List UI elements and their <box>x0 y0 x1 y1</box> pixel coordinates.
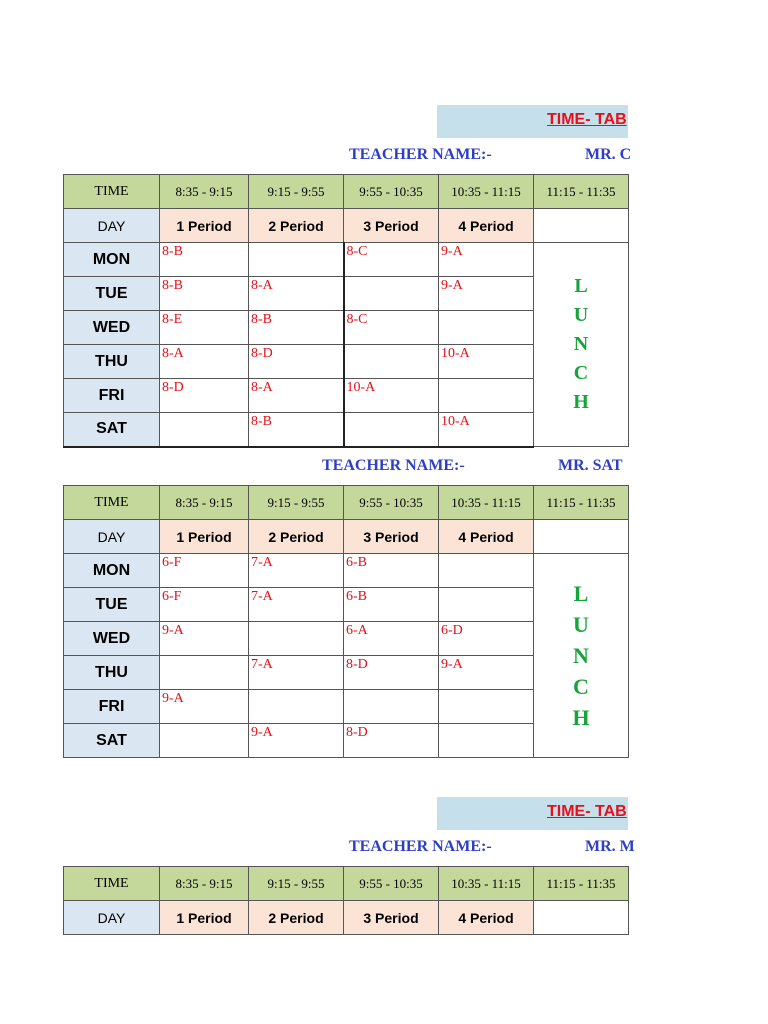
class-cell <box>344 413 439 447</box>
time-slot: 11:15 - 11:35 <box>534 867 629 901</box>
lunch-break-cell <box>534 243 629 447</box>
class-cell: 8-A <box>160 345 249 379</box>
period-header-row <box>64 520 629 554</box>
class-cell: 7-A <box>249 588 344 622</box>
class-cell: 6-F <box>160 554 249 588</box>
teacher-name-value: MR. SAT <box>558 457 623 474</box>
class-cell: 8-B <box>160 277 249 311</box>
table-row <box>64 243 629 277</box>
time-slot: 9:55 - 10:35 <box>344 867 439 901</box>
timetable-2 <box>63 485 629 758</box>
class-cell: 8-B <box>249 413 344 447</box>
teacher-name-label: TEACHER NAME:- <box>349 838 492 855</box>
day-header-label: DAY <box>64 901 160 935</box>
period-label-blank <box>534 209 629 243</box>
period-label: 3 Period <box>344 520 439 554</box>
time-slot: 10:35 - 11:15 <box>439 867 534 901</box>
time-slot: 8:35 - 9:15 <box>160 175 249 209</box>
class-cell: 8-C <box>344 311 439 345</box>
class-cell: 10-A <box>439 413 534 447</box>
day-label: SAT <box>64 413 160 447</box>
lunch-letter: C <box>573 674 589 699</box>
timetable-title: TIME- TAB <box>547 111 627 128</box>
class-cell: 8-B <box>249 311 344 345</box>
period-label-blank <box>534 520 629 554</box>
class-cell: 8-D <box>249 345 344 379</box>
lunch-letter: H <box>573 391 589 413</box>
period-label: 4 Period <box>439 209 534 243</box>
day-label: WED <box>64 311 160 345</box>
time-slot: 8:35 - 9:15 <box>160 867 249 901</box>
class-cell: 8-D <box>160 379 249 413</box>
time-slot: 9:15 - 9:55 <box>249 867 344 901</box>
class-cell: 6-B <box>344 588 439 622</box>
class-cell: 8-D <box>344 656 439 690</box>
class-cell <box>249 243 344 277</box>
class-cell: 9-A <box>160 622 249 656</box>
day-label: MON <box>64 243 160 277</box>
class-cell <box>344 277 439 311</box>
time-slot: 9:55 - 10:35 <box>344 486 439 520</box>
class-cell <box>439 690 534 724</box>
day-label: SAT <box>64 724 160 758</box>
class-cell: 6-F <box>160 588 249 622</box>
time-slot: 9:15 - 9:55 <box>249 486 344 520</box>
class-cell <box>249 622 344 656</box>
time-header-row <box>64 486 629 520</box>
time-slot: 8:35 - 9:15 <box>160 486 249 520</box>
class-cell: 6-D <box>439 622 534 656</box>
lunch-letter: L <box>574 275 588 297</box>
teacher-name-label: TEACHER NAME:- <box>322 457 465 474</box>
time-slot: 9:15 - 9:55 <box>249 175 344 209</box>
period-label: 2 Period <box>249 520 344 554</box>
class-cell <box>344 690 439 724</box>
period-header-row <box>64 209 629 243</box>
period-header-row <box>64 901 629 935</box>
day-header-label: DAY <box>64 520 160 554</box>
timetable-3 <box>63 866 629 935</box>
class-cell: 8-A <box>249 277 344 311</box>
class-cell: 6-A <box>344 622 439 656</box>
lunch-letter: L <box>573 581 589 606</box>
class-cell: 8-E <box>160 311 249 345</box>
period-label: 1 Period <box>160 901 249 935</box>
time-slot: 10:35 - 11:15 <box>439 486 534 520</box>
class-cell <box>160 656 249 690</box>
day-label: FRI <box>64 379 160 413</box>
lunch-letter: U <box>573 612 589 637</box>
class-cell: 6-B <box>344 554 439 588</box>
class-cell: 7-A <box>249 554 344 588</box>
time-header-label: TIME <box>64 175 160 209</box>
time-slot: 11:15 - 11:35 <box>534 486 629 520</box>
timetable-title-banner <box>437 797 628 830</box>
period-label: 2 Period <box>249 209 344 243</box>
class-cell: 9-A <box>160 690 249 724</box>
teacher-name-value: MR. C <box>585 146 632 163</box>
class-cell <box>160 413 249 447</box>
class-cell: 8-C <box>344 243 439 277</box>
time-header-label: TIME <box>64 486 160 520</box>
class-cell: 9-A <box>439 243 534 277</box>
lunch-break-cell <box>534 554 629 758</box>
time-slot: 9:55 - 10:35 <box>344 175 439 209</box>
teacher-name-label: TEACHER NAME:- <box>349 146 492 163</box>
day-label: TUE <box>64 588 160 622</box>
class-cell: 8-B <box>160 243 249 277</box>
day-label: THU <box>64 345 160 379</box>
day-label: WED <box>64 622 160 656</box>
time-header-row <box>64 867 629 901</box>
lunch-letter: N <box>573 333 589 355</box>
class-cell: 7-A <box>249 656 344 690</box>
period-label: 1 Period <box>160 209 249 243</box>
period-label: 4 Period <box>439 520 534 554</box>
class-cell <box>439 588 534 622</box>
teacher-name-value: MR. M <box>585 838 635 855</box>
class-cell <box>160 724 249 758</box>
class-cell <box>249 690 344 724</box>
lunch-letter: N <box>573 643 589 668</box>
day-label: THU <box>64 656 160 690</box>
time-header-label: TIME <box>64 867 160 901</box>
period-label-blank <box>534 901 629 935</box>
table-row <box>64 554 629 588</box>
day-label: FRI <box>64 690 160 724</box>
period-label: 4 Period <box>439 901 534 935</box>
timetable-title-banner <box>437 105 628 138</box>
period-label: 2 Period <box>249 901 344 935</box>
day-header-label: DAY <box>64 209 160 243</box>
timetable-1 <box>63 174 629 448</box>
day-label: TUE <box>64 277 160 311</box>
class-cell: 9-A <box>439 656 534 690</box>
time-slot: 10:35 - 11:15 <box>439 175 534 209</box>
class-cell: 9-A <box>439 277 534 311</box>
timetable-title: TIME- TAB <box>547 803 627 820</box>
time-header-row <box>64 175 629 209</box>
period-label: 3 Period <box>344 901 439 935</box>
class-cell <box>439 724 534 758</box>
lunch-letter: U <box>573 304 589 326</box>
lunch-letter: C <box>573 362 589 384</box>
lunch-letter: H <box>572 705 590 730</box>
class-cell: 10-A <box>344 379 439 413</box>
class-cell: 10-A <box>439 345 534 379</box>
time-slot: 11:15 - 11:35 <box>534 175 629 209</box>
period-label: 1 Period <box>160 520 249 554</box>
class-cell: 8-D <box>344 724 439 758</box>
class-cell <box>439 311 534 345</box>
class-cell: 9-A <box>249 724 344 758</box>
period-label: 3 Period <box>344 209 439 243</box>
class-cell <box>439 379 534 413</box>
class-cell: 8-A <box>249 379 344 413</box>
class-cell <box>439 554 534 588</box>
class-cell <box>344 345 439 379</box>
day-label: MON <box>64 554 160 588</box>
